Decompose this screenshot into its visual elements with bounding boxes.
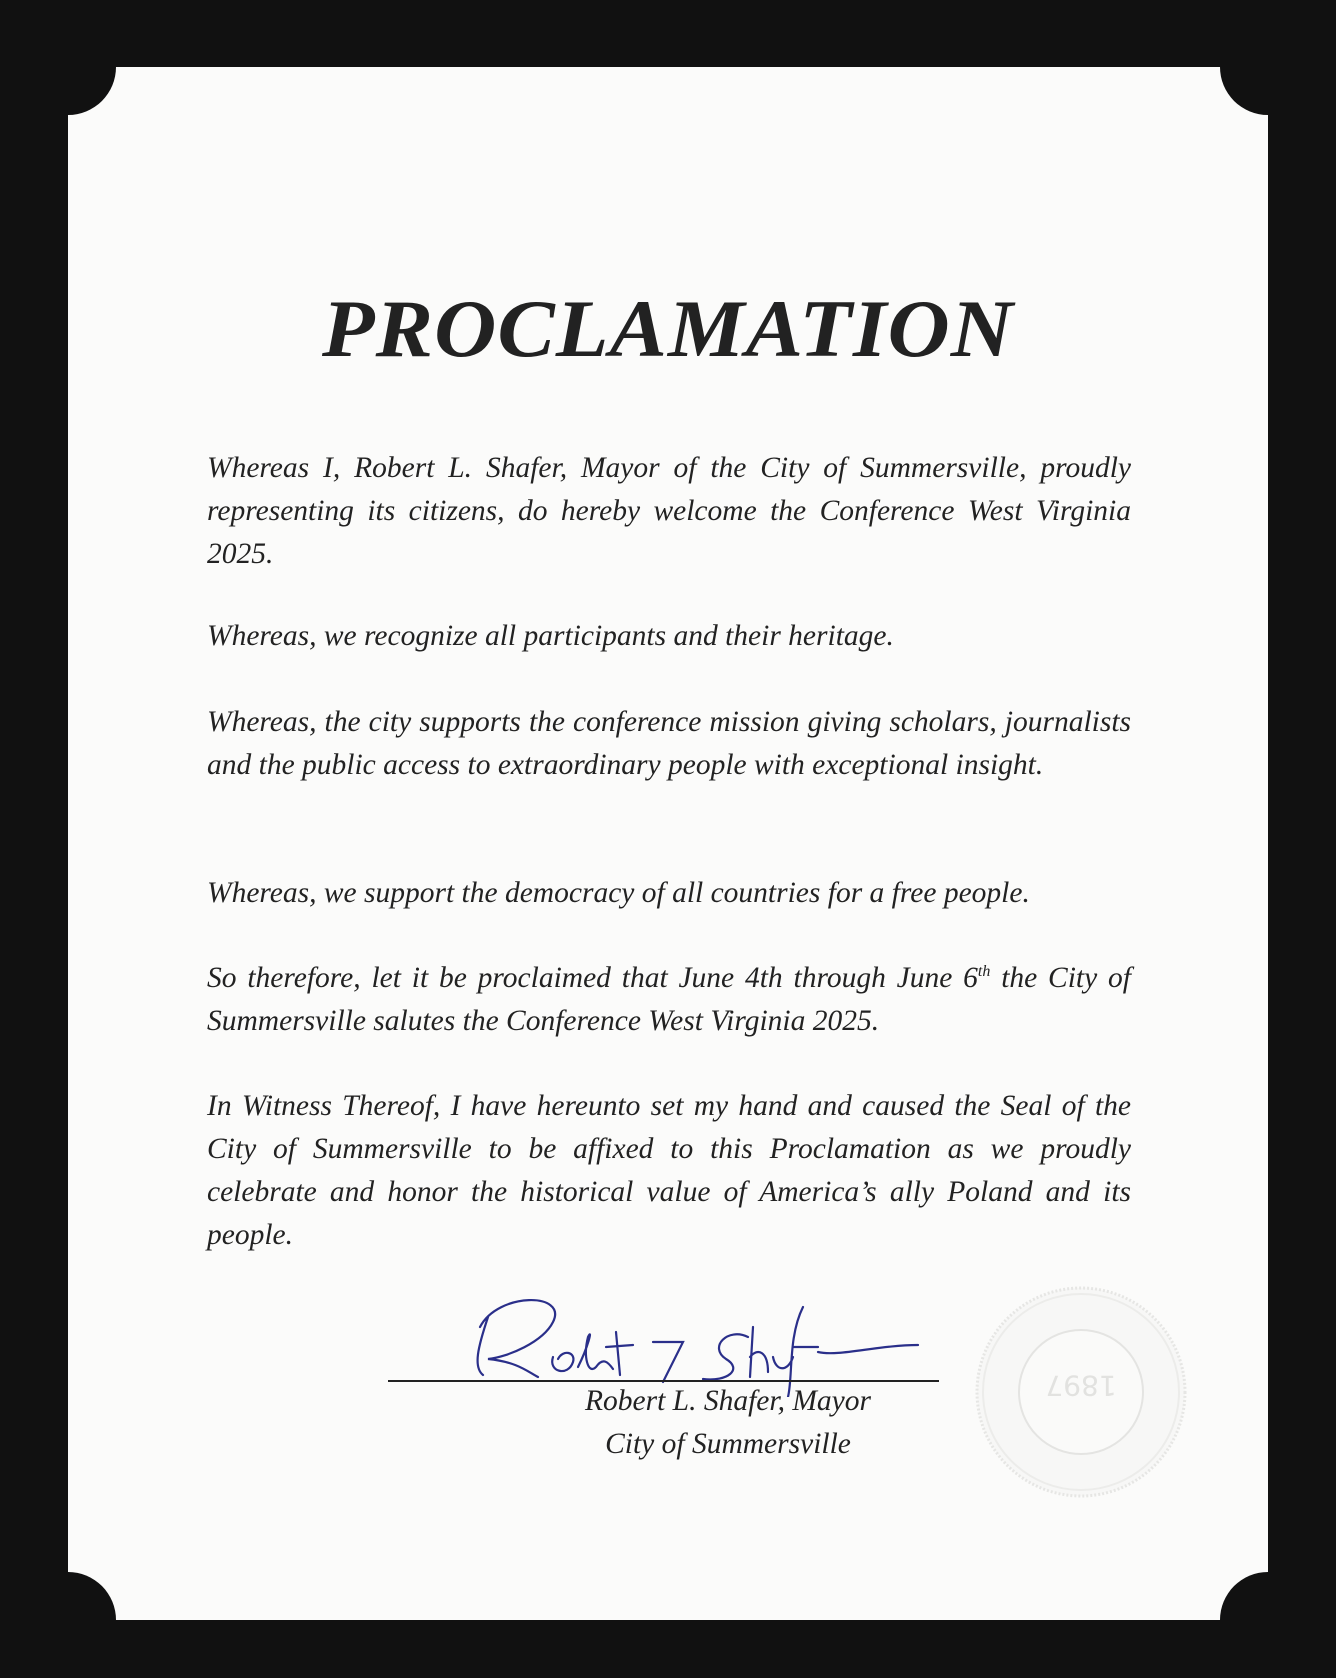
- paragraph-democracy: Whereas, we support the democracy of all countries for a free people.: [207, 877, 1030, 909]
- therefore-text-end: the City of Summersville salutes the Conference West Virginia 2025.: [207, 962, 1131, 1037]
- paragraph-therefore: [207, 957, 1131, 1043]
- corner-notch: [68, 67, 116, 115]
- paragraph-mission: Whereas, the city supports the conference mission giving scholars, journalists and the public access to extraordinary people with exceptional insight.: [207, 706, 1131, 781]
- paragraph-witness: In Witness Thereof, I have hereunto set my hand and caused the Seal of the City of Summersville to be affixed to this Proclamation as we proudly celebrate and honor the historical value of America’s ally Poland and its people.: [207, 1090, 1131, 1251]
- signer-city: City of Summersville: [605, 1428, 851, 1460]
- ordinal-suffix: th: [977, 963, 991, 981]
- paragraph-welcome: Whereas I, Robert L. Shafer, Mayor of the City of Summersville, proudly representing its citizens, do hereby welcome the Conference West Virginia 2025.: [207, 452, 1131, 570]
- proclamation-document: [68, 67, 1268, 1620]
- corner-notch: [1220, 1572, 1268, 1620]
- embossed-city-seal: [973, 1284, 1189, 1500]
- therefore-text: So therefore, let it be proclaimed that June 4th through June 6: [207, 962, 978, 994]
- signer-name-title: Robert L. Shafer, Mayor: [585, 1385, 871, 1417]
- corner-notch: [1220, 67, 1268, 115]
- document-title: PROCLAMATION: [322, 283, 1014, 374]
- corner-notch: [68, 1572, 116, 1620]
- seal-year: 1897: [1045, 1369, 1117, 1402]
- paragraph-heritage: Whereas, we recognize all participants and their heritage.: [207, 620, 894, 652]
- signature-line: [388, 1380, 939, 1382]
